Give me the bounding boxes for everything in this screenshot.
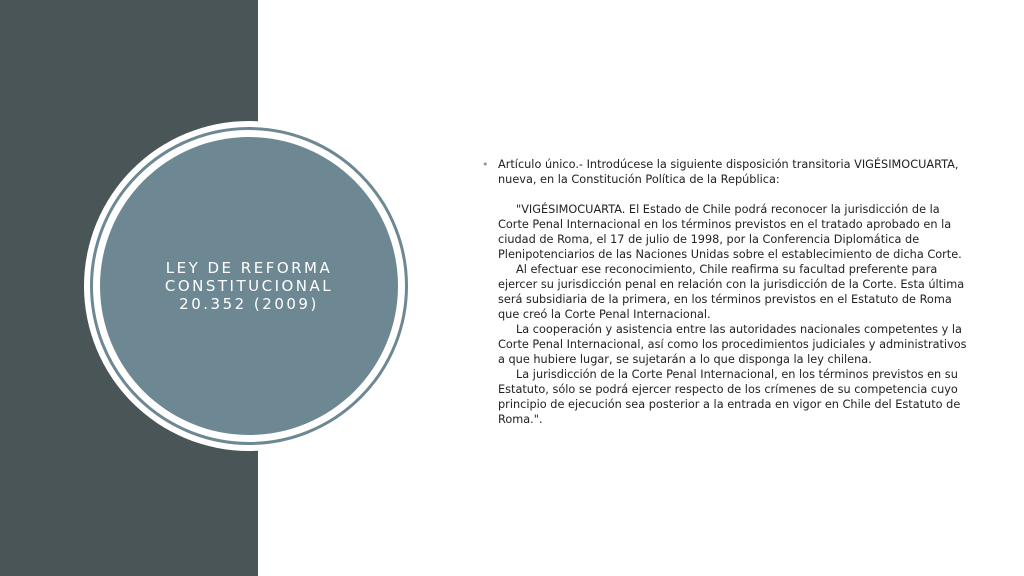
bullet-item xyxy=(482,157,974,427)
title-line-3: 20.352 (2009) xyxy=(179,295,319,313)
paragraph-4: La jurisdicción de la Corte Penal Internacional, en los términos previstos en su Estatuto, sólo se podrá ejercer respecto de los crímenes de su competencia cuyo principio de ejecución sea posterior a la entrada en vigor en Chile del Estatuto de Roma.". xyxy=(498,368,961,426)
paragraph-3: La cooperación y asistencia entre las autoridades nacionales competentes y la Corte Penal Internacional, así como los procedimientos judiciales y administrativos a que hubiere lugar, se sujetarán a lo que disponga la ley chilena. xyxy=(498,323,967,366)
bullet-icon: • xyxy=(482,158,489,171)
title-line-1: LEY DE REFORMA xyxy=(165,259,333,277)
slide-title xyxy=(124,259,374,313)
paragraph-1: "VIGÉSIMOCUARTA. El Estado de Chile podrá reconocer la jurisdicción de la Corte Penal Internacional en los términos previstos en el tratado aprobado en la ciudad de Roma, el 17 de julio de 1998, por la Conferencia Diplomática de Plenipotenciarios de las Naciones Unidas sobre el establecimiento de dicha Corte. xyxy=(498,203,962,261)
paragraph-2: Al efectuar ese reconocimiento, Chile reafirma su facultad preferente para ejercer su jurisdicción penal en relación con la jurisdicción de la Corte. Esta última será subsidiaria de la primera, en los términos previstos en el Estatuto de Roma que creó la Corte Penal Internacional. xyxy=(498,263,965,321)
title-circle xyxy=(100,137,398,435)
intro-text: Artículo único.- Introdúcese la siguiente disposición transitoria VIGÉSIMOCUARTA, nueva, en la Constitución Política de la República: xyxy=(498,158,959,186)
title-line-2: CONSTITUCIONAL xyxy=(164,277,334,295)
content-area xyxy=(482,157,974,427)
